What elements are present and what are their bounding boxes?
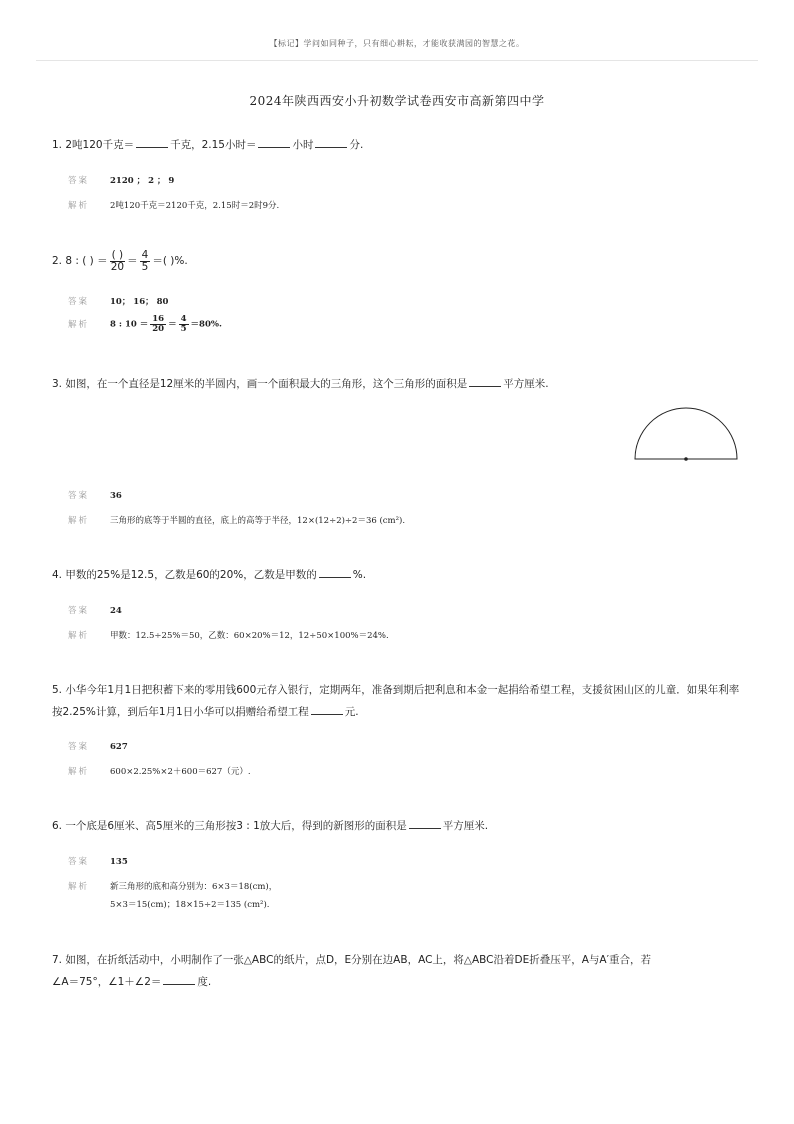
answer-value: 10； 16； 80 [110,297,169,307]
analysis-row [68,629,389,641]
answer-blank [136,135,168,148]
answer-label: 答案 [68,297,90,307]
analysis-label: 解析 [68,631,90,641]
header-divider [36,60,758,61]
analysis-row [68,765,251,777]
page-title: 2024年陕西西安小升初数学试卷西安市高新第四中学 [249,94,545,108]
answer-blank [311,702,343,715]
analysis-label: 解析 [68,319,90,330]
answer-blank [258,135,290,148]
question-text: 1. 2吨120千克＝ [52,139,135,151]
question-text: 分. [349,139,364,151]
question-text: ∠A＝75°，∠1＋∠2＝ [52,976,162,988]
answer-label: 答案 [68,857,90,867]
analysis-text: 新三角形的底和高分别为：6×3＝18(cm)， [110,882,278,892]
analysis-row [68,514,405,526]
question-text: 7. 如图，在折纸活动中，小明制作了一张△ABC的纸片，点D，E分别在边AB，AC上，将△ABC沿着DE折叠压平，A与A′重合，若 [52,954,651,966]
answer-blank [409,816,441,829]
analysis-label: 解析 [68,516,90,526]
question-text: 小时 [292,139,314,151]
analysis-text: 三角形的底等于半圆的直径，底上的高等于半径，12×(12÷2)÷2＝36 (cm²). [110,516,406,526]
question-text: 2. 8 : ( ) ＝ [52,255,108,267]
answer-value: 627 [110,742,128,752]
question-5 [52,679,752,723]
analysis-text: 5×3＝15(cm)；18×15÷2＝135 (cm²). [110,900,270,910]
question-text: 元. [344,706,359,718]
answer-value: 2120 ； 2 ； 9 [110,176,175,186]
answer-row [68,855,128,867]
fraction: $\frac{( )}{20}$ [110,249,125,273]
header-note: 【标记】学问如同种子，只有细心耕耘，才能收获满园的智慧之花。 [269,39,525,48]
analysis-row [68,199,279,211]
answer-label: 答案 [68,606,90,616]
analysis-row [110,898,269,910]
analysis-label: 解析 [68,201,90,211]
answer-row [68,604,122,616]
question-7 [52,949,752,993]
question-text: 平方厘米. [442,820,489,832]
fraction: $\frac{16}{20}$ [152,314,165,334]
answer-blank [163,972,195,985]
answer-value: 36 [110,491,122,501]
analysis-text: 2吨120千克＝2120千克，2.15时＝2时9分. [110,201,280,211]
question-6 [52,815,752,837]
question-3 [52,373,752,395]
answer-label: 答案 [68,742,90,752]
answer-row [68,295,168,307]
question-text: 千克，2.15小时＝ [170,139,257,151]
analysis-text: 600×2.25%×2＋600＝627（元）. [110,767,251,777]
answer-value: 135 [110,857,128,867]
fraction: $\frac{4}{5}$ [141,249,149,273]
question-text: 3. 如图，在一个直径是12厘米的半圆内，画一个面积最大的三角形，这个三角形的面积是 [52,378,468,390]
question-text: 平方厘米. [503,378,549,390]
analysis-label: 解析 [68,767,90,777]
answer-label: 答案 [68,176,90,186]
answer-row [68,489,122,501]
question-text: ＝( )%. [152,255,188,267]
analysis-label: 解析 [68,882,90,892]
answer-row [68,740,128,752]
question-2: 2. 8 : ( ) ＝ $\frac{( )}{20}$ ＝ $\frac{4}{5}$ ＝( )%. [52,249,188,273]
answer-label: 答案 [68,491,90,501]
answer-blank [469,374,501,387]
question-1 [52,134,752,156]
answer-value: 24 [110,606,122,616]
analysis-text: 甲数：12.5÷25%＝50，乙数：60×20%＝12，12÷50×100%＝24%. [110,631,389,641]
analysis-row: 解析 8 : 10 ＝ $\frac{16}{20}$ ＝ $\frac{4}{5}$ ＝80%. [68,314,222,334]
answer-blank [319,565,351,578]
answer-blank [315,135,347,148]
question-text: %. [352,569,367,581]
answer-row [68,174,174,186]
question-text: 4. 甲数的25%是12.5，乙数是60的20%，乙数是甲数的 [52,569,317,581]
question-text: 度. [197,976,212,988]
analysis-row [68,880,277,892]
question-text: 5. 小华今年1月1日把积蓄下来的零用钱600元存入银行，定期两年，准备到期后把利息和本金一起捐给希望工程，支援贫困山区的儿童．如果年利率 [52,684,740,696]
semicircle-figure [628,402,744,466]
question-text: 按2.25%计算，到后年1月1日小华可以捐赠给希望工程 [52,706,309,718]
question-4 [52,564,752,586]
fraction: $\frac{4}{5}$ [180,314,187,334]
question-text: 6. 一个底是6厘米、高5厘米的三角形按3 : 1放大后，得到的新图形的面积是 [52,820,407,832]
